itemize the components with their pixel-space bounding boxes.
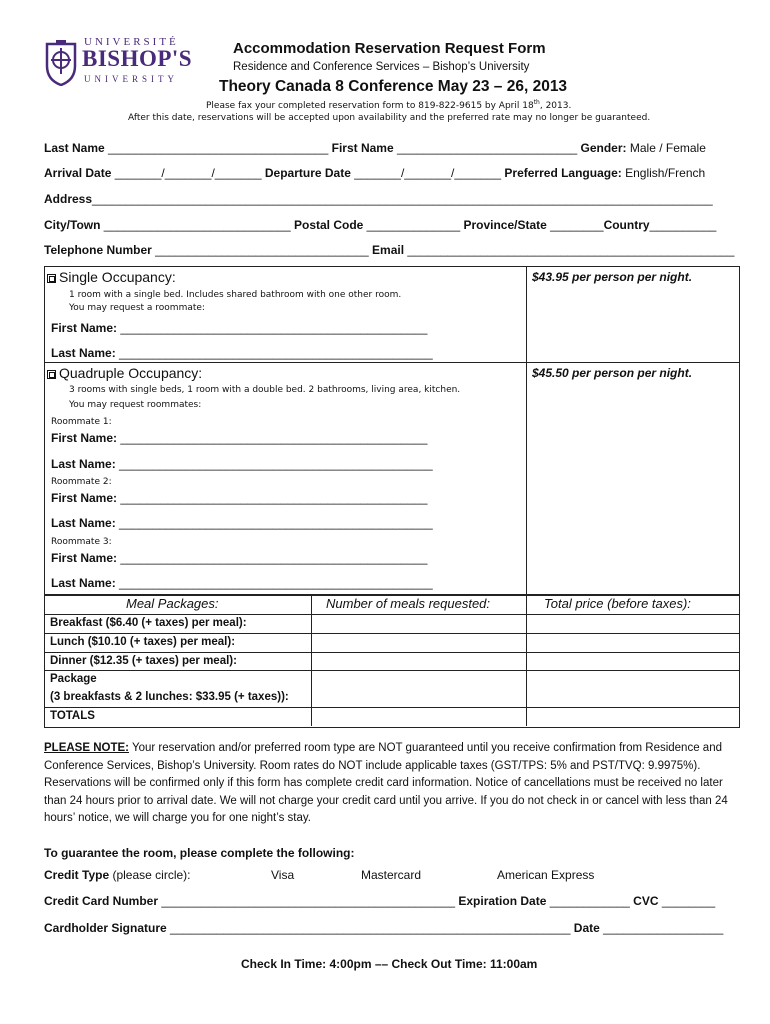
- roommate-1-last[interactable]: Last Name: _______________________________________________: [51, 457, 433, 471]
- city-field[interactable]: ____________________________: [100, 218, 294, 232]
- single-desc-2: You may request a roommate:: [69, 303, 205, 313]
- gender-options[interactable]: Male / Female: [629, 141, 706, 155]
- card-option-visa[interactable]: Visa: [271, 868, 295, 882]
- gender-label: Gender:: [580, 141, 627, 155]
- guarantee-heading: To guarantee the room, please complete the following:: [44, 846, 355, 860]
- pref-lang-options[interactable]: English/French: [625, 166, 706, 180]
- meal-row-lunch: Lunch ($10.10 (+ taxes) per meal):: [50, 636, 236, 648]
- fax-note: Please fax your completed reservation form to 819-822-9615 by April 18th, 2013.: [206, 99, 572, 111]
- occupancy-separator: [44, 362, 739, 363]
- phone-label: Telephone Number: [44, 243, 152, 257]
- cvc-label: CVC: [633, 894, 659, 908]
- quad-occupancy-option[interactable]: Quadruple Occupancy:: [47, 365, 202, 381]
- meal-row-line-4: [44, 707, 739, 708]
- postal-label: Postal Code: [293, 218, 364, 232]
- pref-lang-label: Preferred Language:: [504, 166, 622, 180]
- email-field[interactable]: _________________________________________________: [404, 243, 735, 257]
- meal-header-total: Total price (before taxes):: [544, 596, 691, 611]
- please-note-text: Your reservation and/or preferred room type are NOT guaranteed until you receive confirmation from Residence and Conference Services, Bishop’s University. Room rates do NOT include applicable taxes (GST/TPS: 5% and PST/TVQ: 9.9975%). Reservations will be confirmed only if this form has complete credit card information. Notice of cancellations must be received no later than 24 hours prior to arrival date. We will not charge your credit card until you arrive. If you do not check in or cancel with less than 24 hours’ notice, we will charge you for one night’s stay.: [44, 742, 728, 824]
- email-label: Email: [372, 243, 405, 257]
- university-logo: [44, 36, 194, 96]
- check-times: Check In Time: 4:00pm –– Check Out Time: 11:00am: [241, 957, 538, 971]
- date-label: Date: [573, 921, 600, 935]
- phone-field[interactable]: ________________________________: [151, 243, 373, 257]
- card-option-mastercard[interactable]: Mastercard: [361, 868, 422, 882]
- meal-row-package: Package: [50, 673, 97, 685]
- card-number-field[interactable]: ____________________________________________: [158, 894, 459, 908]
- date-field[interactable]: __________________: [599, 921, 724, 935]
- quad-occupancy-checkbox[interactable]: [47, 370, 56, 379]
- arrival-field[interactable]: _______/_______/_______: [111, 166, 265, 180]
- address-label: Address: [44, 192, 93, 206]
- meal-row-breakfast: Breakfast ($6.40 (+ taxes) per meal):: [50, 617, 247, 629]
- logo-text-bottom: UNIVERSITY: [84, 74, 178, 84]
- roommate-2-label: Roommate 2:: [51, 477, 112, 487]
- arrival-label: Arrival Date: [44, 166, 112, 180]
- personal-row-4: [44, 218, 716, 232]
- single-occupancy-checkbox[interactable]: [47, 274, 56, 283]
- personal-row-5: [44, 243, 734, 257]
- last-name-label: Last Name: [44, 141, 105, 155]
- personal-row-3: [44, 192, 713, 206]
- university-crest-icon: [44, 40, 78, 86]
- logo-text-main: BISHOP'S: [82, 46, 193, 71]
- roommate-2-last[interactable]: Last Name: _______________________________________________: [51, 516, 433, 530]
- departure-field[interactable]: _______/_______/_______: [350, 166, 505, 180]
- roommate-3-first[interactable]: First Name: ______________________________________________: [51, 551, 428, 565]
- country-field[interactable]: __________: [649, 218, 717, 232]
- address-field[interactable]: _____________________________________________________________________________________________: [92, 192, 713, 206]
- meal-header-line: [44, 614, 739, 615]
- quad-desc-1: 3 rooms with single beds, 1 room with a double bed. 2 bathrooms, living area, kitchen.: [69, 385, 461, 395]
- roommate-2-first[interactable]: First Name: ______________________________________________: [51, 491, 428, 505]
- conference-title: Theory Canada 8 Conference May 23 – 26, 2013: [219, 78, 568, 95]
- meal-row-line-2: [44, 652, 739, 653]
- roommate-1-first[interactable]: First Name: ______________________________________________: [51, 431, 428, 445]
- country-label: Country: [603, 218, 650, 232]
- postal-field[interactable]: ______________: [363, 218, 464, 232]
- single-roommate-first[interactable]: First Name: ______________________________________________: [51, 321, 428, 335]
- single-roommate-last[interactable]: Last Name: _______________________________________________: [51, 346, 433, 360]
- roommate-1-label: Roommate 1:: [51, 417, 112, 427]
- personal-row-1: [44, 141, 706, 155]
- first-name-field[interactable]: ___________________________: [393, 141, 581, 155]
- quad-rate: $45.50 per person per night.: [532, 366, 693, 380]
- meal-header-count: Number of meals requested:: [326, 596, 491, 611]
- form-subtitle: Residence and Conference Services – Bishop’s University: [233, 61, 530, 73]
- meal-row-package-detail: (3 breakfasts & 2 lunches: $33.95 (+ taxes)):: [50, 691, 289, 703]
- last-name-field[interactable]: _________________________________: [104, 141, 332, 155]
- single-occupancy-option[interactable]: Single Occupancy:: [47, 269, 176, 285]
- city-label: City/Town: [44, 218, 101, 232]
- expiration-label: Expiration Date: [458, 894, 547, 908]
- form-title: Accommodation Reservation Request Form: [233, 40, 546, 57]
- province-label: Province/State: [463, 218, 547, 232]
- signature-field[interactable]: ____________________________________________________________: [166, 921, 574, 935]
- deadline-note: After this date, reservations will be accepted upon availability and the preferred rate may no longer be guaranteed.: [128, 113, 651, 123]
- credit-type-row: Credit Type (please circle):: [44, 868, 191, 882]
- card-number-row: [44, 894, 715, 908]
- card-option-amex[interactable]: American Express: [497, 868, 595, 882]
- first-name-label: First Name: [331, 141, 394, 155]
- meal-row-line-1: [44, 633, 739, 634]
- single-rate: $43.95 per person per night.: [532, 270, 693, 284]
- meal-row-line-3: [44, 670, 739, 671]
- roommate-3-last[interactable]: Last Name: _______________________________________________: [51, 576, 433, 590]
- personal-row-2: [44, 166, 705, 180]
- meal-row-dinner: Dinner ($12.35 (+ taxes) per meal):: [50, 655, 237, 667]
- expiration-field[interactable]: ____________: [546, 894, 634, 908]
- cvc-field[interactable]: ________: [658, 894, 716, 908]
- logo-text-top: UNIVERSITÉ: [84, 36, 179, 48]
- signature-row: [44, 921, 723, 935]
- roommate-3-label: Roommate 3:: [51, 537, 112, 547]
- please-note: [44, 740, 734, 828]
- single-desc-1: 1 room with a single bed. Includes shared bathroom with one other room.: [69, 290, 402, 300]
- meal-header-packages: Meal Packages:: [126, 596, 219, 611]
- signature-label: Cardholder Signature: [44, 921, 167, 935]
- departure-label: Departure Date: [264, 166, 351, 180]
- province-field[interactable]: ________: [546, 218, 604, 232]
- card-number-label: Credit Card Number: [44, 894, 159, 908]
- please-note-heading: PLEASE NOTE:: [44, 742, 129, 754]
- meal-row-totals: TOTALS: [50, 710, 95, 722]
- quad-desc-2: You may request roommates:: [69, 400, 202, 410]
- occupancy-divider: [526, 266, 527, 594]
